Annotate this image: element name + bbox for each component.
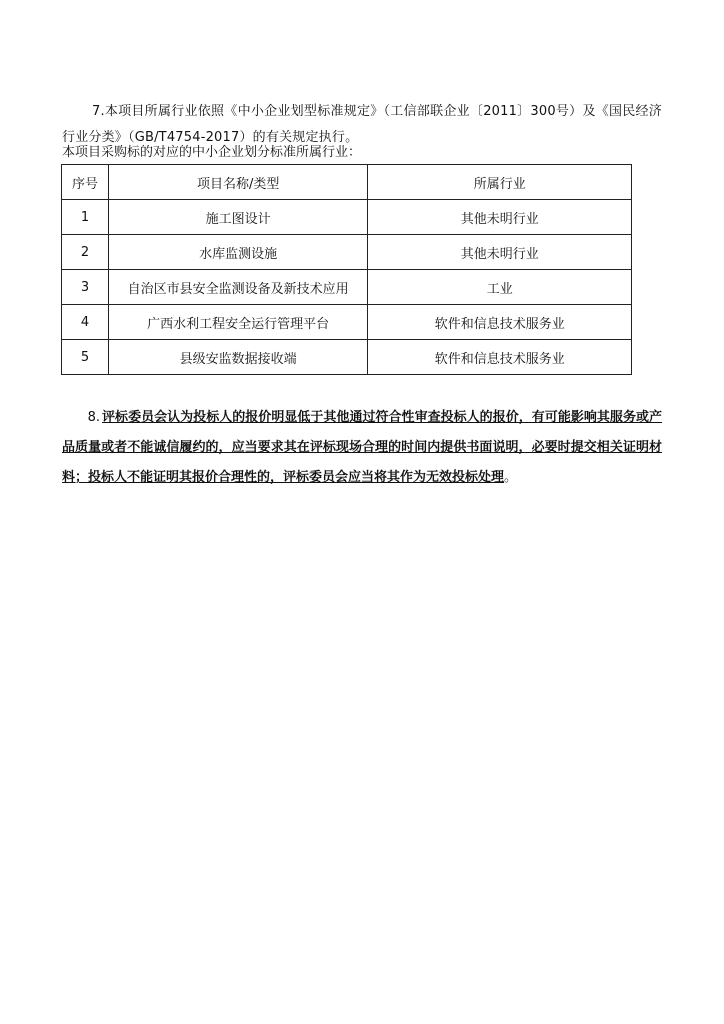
table-row [62,270,632,305]
table-row [62,340,632,375]
header-index: 序号 [62,165,109,200]
row-index: 2 [62,235,109,270]
section-8-bold-text: 评标委员会认为投标人的报价明显低于其他通过符合性审查投标人的报价，有可能影响其服务或产品质量或者不能诚信履约的，应当要求其在评标现场合理的时间内提供书面说明，必要时提交相关证明材料；投标人不能证明其报价合理性的，评标委员会应当将其作为无效投标处理 [62,410,662,485]
row-index: 4 [62,305,109,340]
row-project-name: 广西水利工程安全运行管理平台 [108,305,368,340]
row-industry: 软件和信息技术服务业 [368,340,632,375]
industry-table [61,164,632,375]
section-8-number: 8. [87,410,100,425]
row-project-name: 施工图设计 [108,200,368,235]
row-industry: 工业 [368,270,632,305]
row-index: 3 [62,270,109,305]
table-row [62,235,632,270]
section-7-paragraph: 7.本项目所属行业依照《中小企业划型标准规定》（工信部联企业〔2011〕300号）及《国民经济行业分类》（GB/T4754-2017）的有关规定执行。 [62,104,662,145]
table-header-row [62,165,632,200]
row-industry: 其他未明行业 [368,200,632,235]
row-project-name: 自治区市县安全监测设备及新技术应用 [108,270,368,305]
section-8-tail: 。 [504,470,518,485]
row-industry: 其他未明行业 [368,235,632,270]
section-8-paragraph [62,403,662,493]
table-row [62,305,632,340]
table-caption: 本项目采购标的对应的中小企业划分标准所属行业： [62,145,362,160]
header-project-name: 项目名称/类型 [108,165,368,200]
row-project-name: 县级安监数据接收端 [108,340,368,375]
row-industry: 软件和信息技术服务业 [368,305,632,340]
header-industry: 所属行业 [368,165,632,200]
row-index: 5 [62,340,109,375]
row-index: 1 [62,200,109,235]
row-project-name: 水库监测设施 [108,235,368,270]
table-row [62,200,632,235]
